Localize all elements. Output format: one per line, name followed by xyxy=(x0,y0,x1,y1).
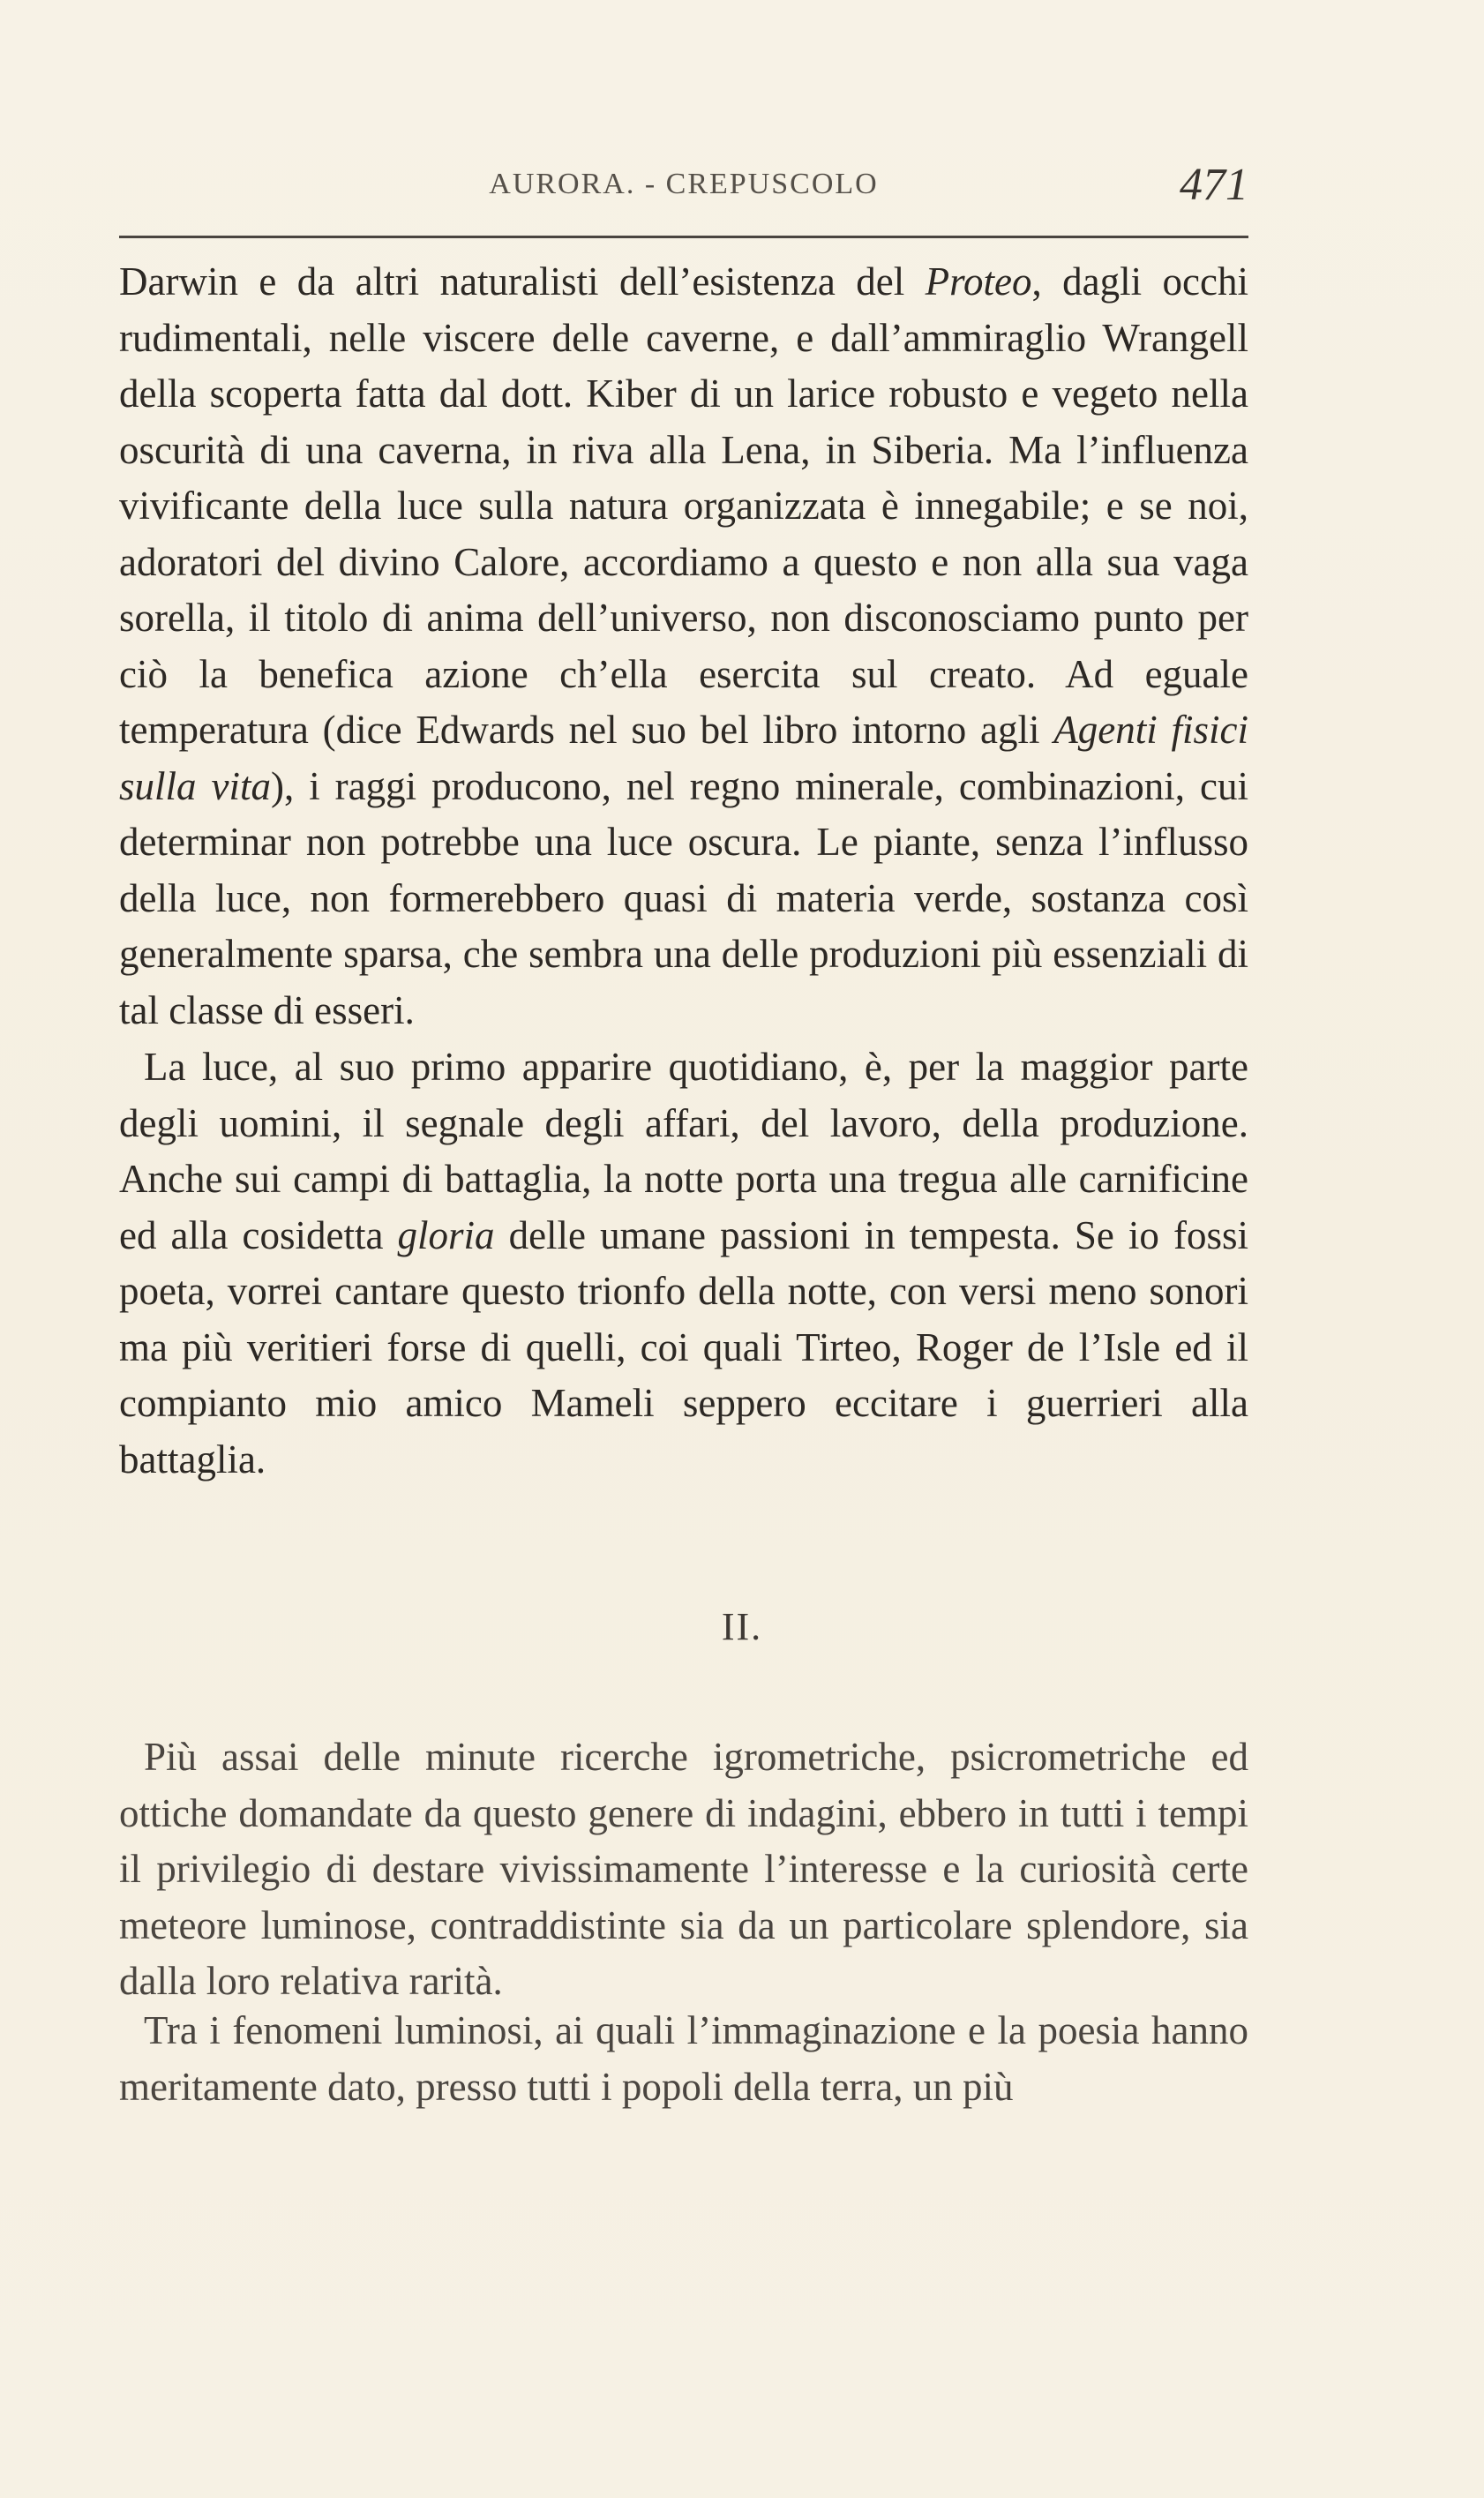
italic-text: Proteo xyxy=(925,259,1032,304)
text-run: Più assai delle minute ricerche igrometriche, psicrometriche ed ottiche domandate da questo genere di indagini, ebbero in tutti i tempi il privilegio di destare vivissimamente l’interesse e la curiosità certe meteore luminose, contraddistinte sia da un particolare splendore, sia dalla loro relativa rarità. xyxy=(119,1735,1248,2003)
text-run: ), i raggi producono, nel regno minerale, combinazioni, cui determinar non potrebbe una luce oscura. Le piante, senza l’influsso della luce, non formerebbero quasi di materia verde, sostanza così generalmente sparsa, che sembra una delle produzioni più essenziali di tal classe di esseri. xyxy=(119,763,1248,1032)
text-run: Tra i fenomeni luminosi, ai quali l’immaginazione e la poesia hanno meritamente dato, presso tutti i popoli della terra, un più xyxy=(119,2008,1248,2109)
paragraph-3 xyxy=(119,1729,1248,2010)
text-run: Darwin e da altri naturalisti dell’esistenza del xyxy=(119,259,926,304)
text-run: delle umane passioni in tempesta. Se io fossi poeta, vorrei cantare questo trionfo della notte, con versi meno sonori ma più veritieri forse di quelli, coi quali Tirteo, Roger de l’Isle ed il compianto mio amico Mameli seppero eccitare i guerrieri alla battaglia. xyxy=(119,1212,1248,1482)
paragraph-2 xyxy=(119,1039,1248,1488)
running-title: AURORA. - CREPUSCOLO xyxy=(489,168,879,200)
italic-text: gloria xyxy=(397,1212,495,1257)
paragraph-4 xyxy=(119,2003,1248,2115)
running-head xyxy=(119,157,1248,210)
text-run: La luce, al suo primo apparire quotidiano, è, per la maggior parte degli uomini, il segnale degli affari, del lavoro, della produzione. Anche sui campi di battaglia, la notte porta una tregua alle carnificine ed alla cosidetta xyxy=(119,1045,1248,1257)
italic-text: Agenti fisici sulla vita xyxy=(119,708,1248,808)
page-number: 471 xyxy=(1180,160,1248,210)
text-run: , dagli occhi rudimentali, nelle viscere delle caverne, e dall’ammiraglio Wrangell della scoperta fatta dal dott. Kiber di un larice robusto e vegeto nella oscurità di una caverna, in riva alla Lena, in Siberia. Ma l’influenza vivificante della luce sulla natura organizzata è innegabile; e se noi, adoratori del divino Calore, accordiamo a questo e non alla sua vaga sorella, il titolo di anima dell’universo, non disconosciamo punto per ciò la benefica azione ch’ella esercita sul creato. Ad eguale temperatura (dice Edwards nel suo bel libro intorno agli xyxy=(119,259,1248,752)
section-heading: II. xyxy=(721,1605,763,1648)
paragraph-1 xyxy=(119,254,1248,1039)
header-rule xyxy=(119,236,1248,238)
